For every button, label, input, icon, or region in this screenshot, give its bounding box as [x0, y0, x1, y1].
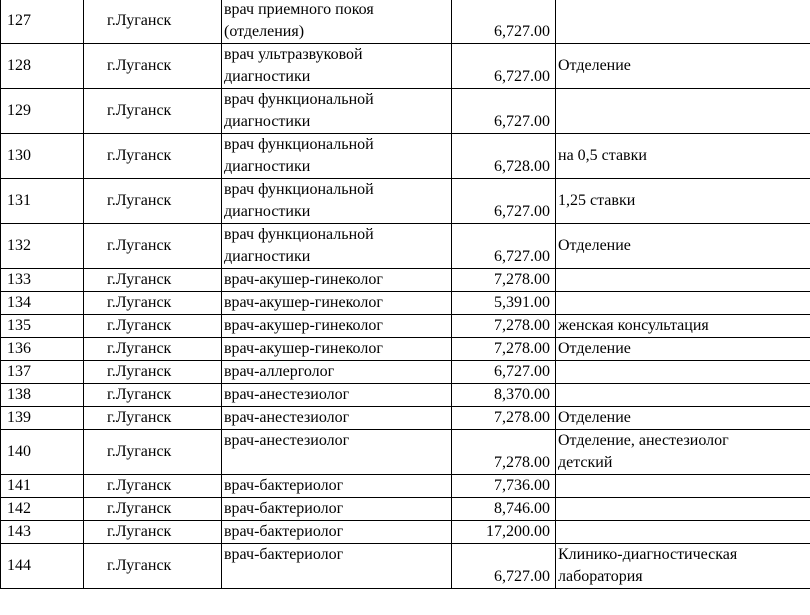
note-cell — [556, 361, 810, 384]
row-number-cell: 135 — [1, 315, 84, 338]
position-line: диагностики — [224, 203, 311, 220]
row-number-cell: 131 — [1, 179, 84, 224]
position-line: диагностики — [224, 113, 311, 130]
position-line: врач-анестезиолог — [224, 432, 350, 449]
position-line: врач-бактериолог — [224, 546, 344, 563]
position-cell — [222, 89, 452, 134]
note-cell: Отделение — [556, 44, 810, 89]
note-cell — [556, 0, 810, 44]
position-line: врач функциональной — [224, 91, 374, 108]
city-cell: г.Луганск — [84, 269, 222, 292]
city-cell: г.Луганск — [84, 521, 222, 544]
row-number-cell: 142 — [1, 498, 84, 521]
table-row — [1, 179, 810, 224]
city-cell: г.Луганск — [84, 0, 222, 44]
table-row — [1, 44, 810, 89]
salary-cell: 6,727.00 — [452, 361, 556, 384]
row-number-cell: 138 — [1, 384, 84, 407]
position-cell — [222, 179, 452, 224]
note-cell — [556, 521, 810, 544]
city-cell: г.Луганск — [84, 179, 222, 224]
position-line: диагностики — [224, 68, 311, 85]
position-line: врач функциональной — [224, 181, 374, 198]
position-line: врач-бактериолог — [224, 477, 344, 494]
row-number-cell: 141 — [1, 475, 84, 498]
salary-cell: 6,727.00 — [452, 89, 556, 134]
row-number-cell: 128 — [1, 44, 84, 89]
note-cell — [556, 89, 810, 134]
position-cell — [222, 498, 452, 521]
position-line: врач-анестезиолог — [224, 409, 350, 426]
table-row — [1, 384, 810, 407]
city-cell: г.Луганск — [84, 544, 222, 589]
city-cell: г.Луганск — [84, 361, 222, 384]
table-row — [1, 361, 810, 384]
salary-cell: 6,727.00 — [452, 224, 556, 269]
position-cell — [222, 430, 452, 475]
table-row — [1, 224, 810, 269]
note-cell: на 0,5 ставки — [556, 134, 810, 179]
table-row — [1, 315, 810, 338]
position-cell — [222, 269, 452, 292]
row-number-cell: 139 — [1, 407, 84, 430]
position-cell — [222, 44, 452, 89]
salary-cell: 7,736.00 — [452, 475, 556, 498]
note-cell: Отделение — [556, 407, 810, 430]
note-cell — [556, 384, 810, 407]
position-line: врач функциональной — [224, 136, 374, 153]
note-line: Клинико-диагностическая — [558, 546, 738, 563]
city-cell: г.Луганск — [84, 315, 222, 338]
salary-cell: 6,727.00 — [452, 44, 556, 89]
city-cell: г.Луганск — [84, 498, 222, 521]
row-number-cell: 137 — [1, 361, 84, 384]
note-line: детский — [558, 454, 613, 471]
city-cell: г.Луганск — [84, 384, 222, 407]
table-row — [1, 498, 810, 521]
note-cell — [556, 475, 810, 498]
city-cell: г.Луганск — [84, 407, 222, 430]
position-cell — [222, 0, 452, 44]
table-body — [1, 0, 810, 589]
table-row — [1, 292, 810, 315]
table-row — [1, 521, 810, 544]
city-cell: г.Луганск — [84, 338, 222, 361]
salary-cell: 17,200.00 — [452, 521, 556, 544]
position-cell — [222, 338, 452, 361]
position-line: врач-бактериолог — [224, 523, 344, 540]
position-line: врач ультразвуковой — [224, 46, 363, 63]
position-cell — [222, 407, 452, 430]
salary-cell: 6,728.00 — [452, 134, 556, 179]
salary-cell: 6,727.00 — [452, 544, 556, 589]
position-cell — [222, 521, 452, 544]
salary-cell: 7,278.00 — [452, 269, 556, 292]
salary-cell: 7,278.00 — [452, 430, 556, 475]
salary-cell: 6,727.00 — [452, 179, 556, 224]
row-number-cell: 140 — [1, 430, 84, 475]
table-row — [1, 544, 810, 589]
salary-cell: 8,746.00 — [452, 498, 556, 521]
salary-cell: 5,391.00 — [452, 292, 556, 315]
position-line: диагностики — [224, 248, 311, 265]
city-cell: г.Луганск — [84, 89, 222, 134]
note-line: Отделение, анестезиолог — [558, 432, 729, 449]
position-line: врач-бактериолог — [224, 500, 344, 517]
position-line: врач-аллерголог — [224, 363, 335, 380]
position-cell — [222, 224, 452, 269]
position-line: врач функциональной — [224, 226, 374, 243]
note-line: лаборатория — [558, 568, 643, 585]
row-number-cell: 132 — [1, 224, 84, 269]
row-number-cell: 129 — [1, 89, 84, 134]
salary-cell: 7,278.00 — [452, 338, 556, 361]
row-number-cell: 134 — [1, 292, 84, 315]
position-cell — [222, 384, 452, 407]
table-row — [1, 134, 810, 179]
note-cell: Отделение — [556, 224, 810, 269]
position-line: врач-акушер-гинеколог — [224, 294, 383, 311]
position-cell — [222, 544, 452, 589]
table-row — [1, 407, 810, 430]
position-line: врач-акушер-гинеколог — [224, 340, 383, 357]
table-row — [1, 89, 810, 134]
city-cell: г.Луганск — [84, 292, 222, 315]
note-cell — [556, 269, 810, 292]
position-cell — [222, 475, 452, 498]
city-cell: г.Луганск — [84, 224, 222, 269]
salary-cell: 8,370.00 — [452, 384, 556, 407]
note-cell — [556, 292, 810, 315]
position-line: (отделения) — [224, 23, 305, 40]
city-cell: г.Луганск — [84, 475, 222, 498]
position-cell — [222, 134, 452, 179]
salary-cell: 6,727.00 — [452, 0, 556, 44]
position-line: врач приемного покоя — [224, 1, 374, 18]
salary-cell: 7,278.00 — [452, 315, 556, 338]
position-line: диагностики — [224, 158, 311, 175]
note-cell: Отделение — [556, 338, 810, 361]
row-number-cell: 144 — [1, 544, 84, 589]
table-row — [1, 0, 810, 44]
row-number-cell: 133 — [1, 269, 84, 292]
position-cell — [222, 361, 452, 384]
row-number-cell: 143 — [1, 521, 84, 544]
position-line: врач-акушер-гинеколог — [224, 271, 383, 288]
note-cell: 1,25 ставки — [556, 179, 810, 224]
table-row — [1, 430, 810, 475]
position-line: врач-акушер-гинеколог — [224, 317, 383, 334]
position-line: врач-анестезиолог — [224, 386, 350, 403]
position-cell — [222, 292, 452, 315]
row-number-cell: 136 — [1, 338, 84, 361]
table-row — [1, 338, 810, 361]
note-cell: женская консультация — [556, 315, 810, 338]
city-cell: г.Луганск — [84, 134, 222, 179]
note-cell — [556, 430, 810, 475]
city-cell: г.Луганск — [84, 44, 222, 89]
table-row — [1, 475, 810, 498]
note-cell — [556, 544, 810, 589]
row-number-cell: 127 — [1, 0, 84, 44]
position-cell — [222, 315, 452, 338]
table-row — [1, 269, 810, 292]
row-number-cell: 130 — [1, 134, 84, 179]
city-cell: г.Луганск — [84, 430, 222, 475]
note-cell — [556, 498, 810, 521]
salary-cell: 7,278.00 — [452, 407, 556, 430]
